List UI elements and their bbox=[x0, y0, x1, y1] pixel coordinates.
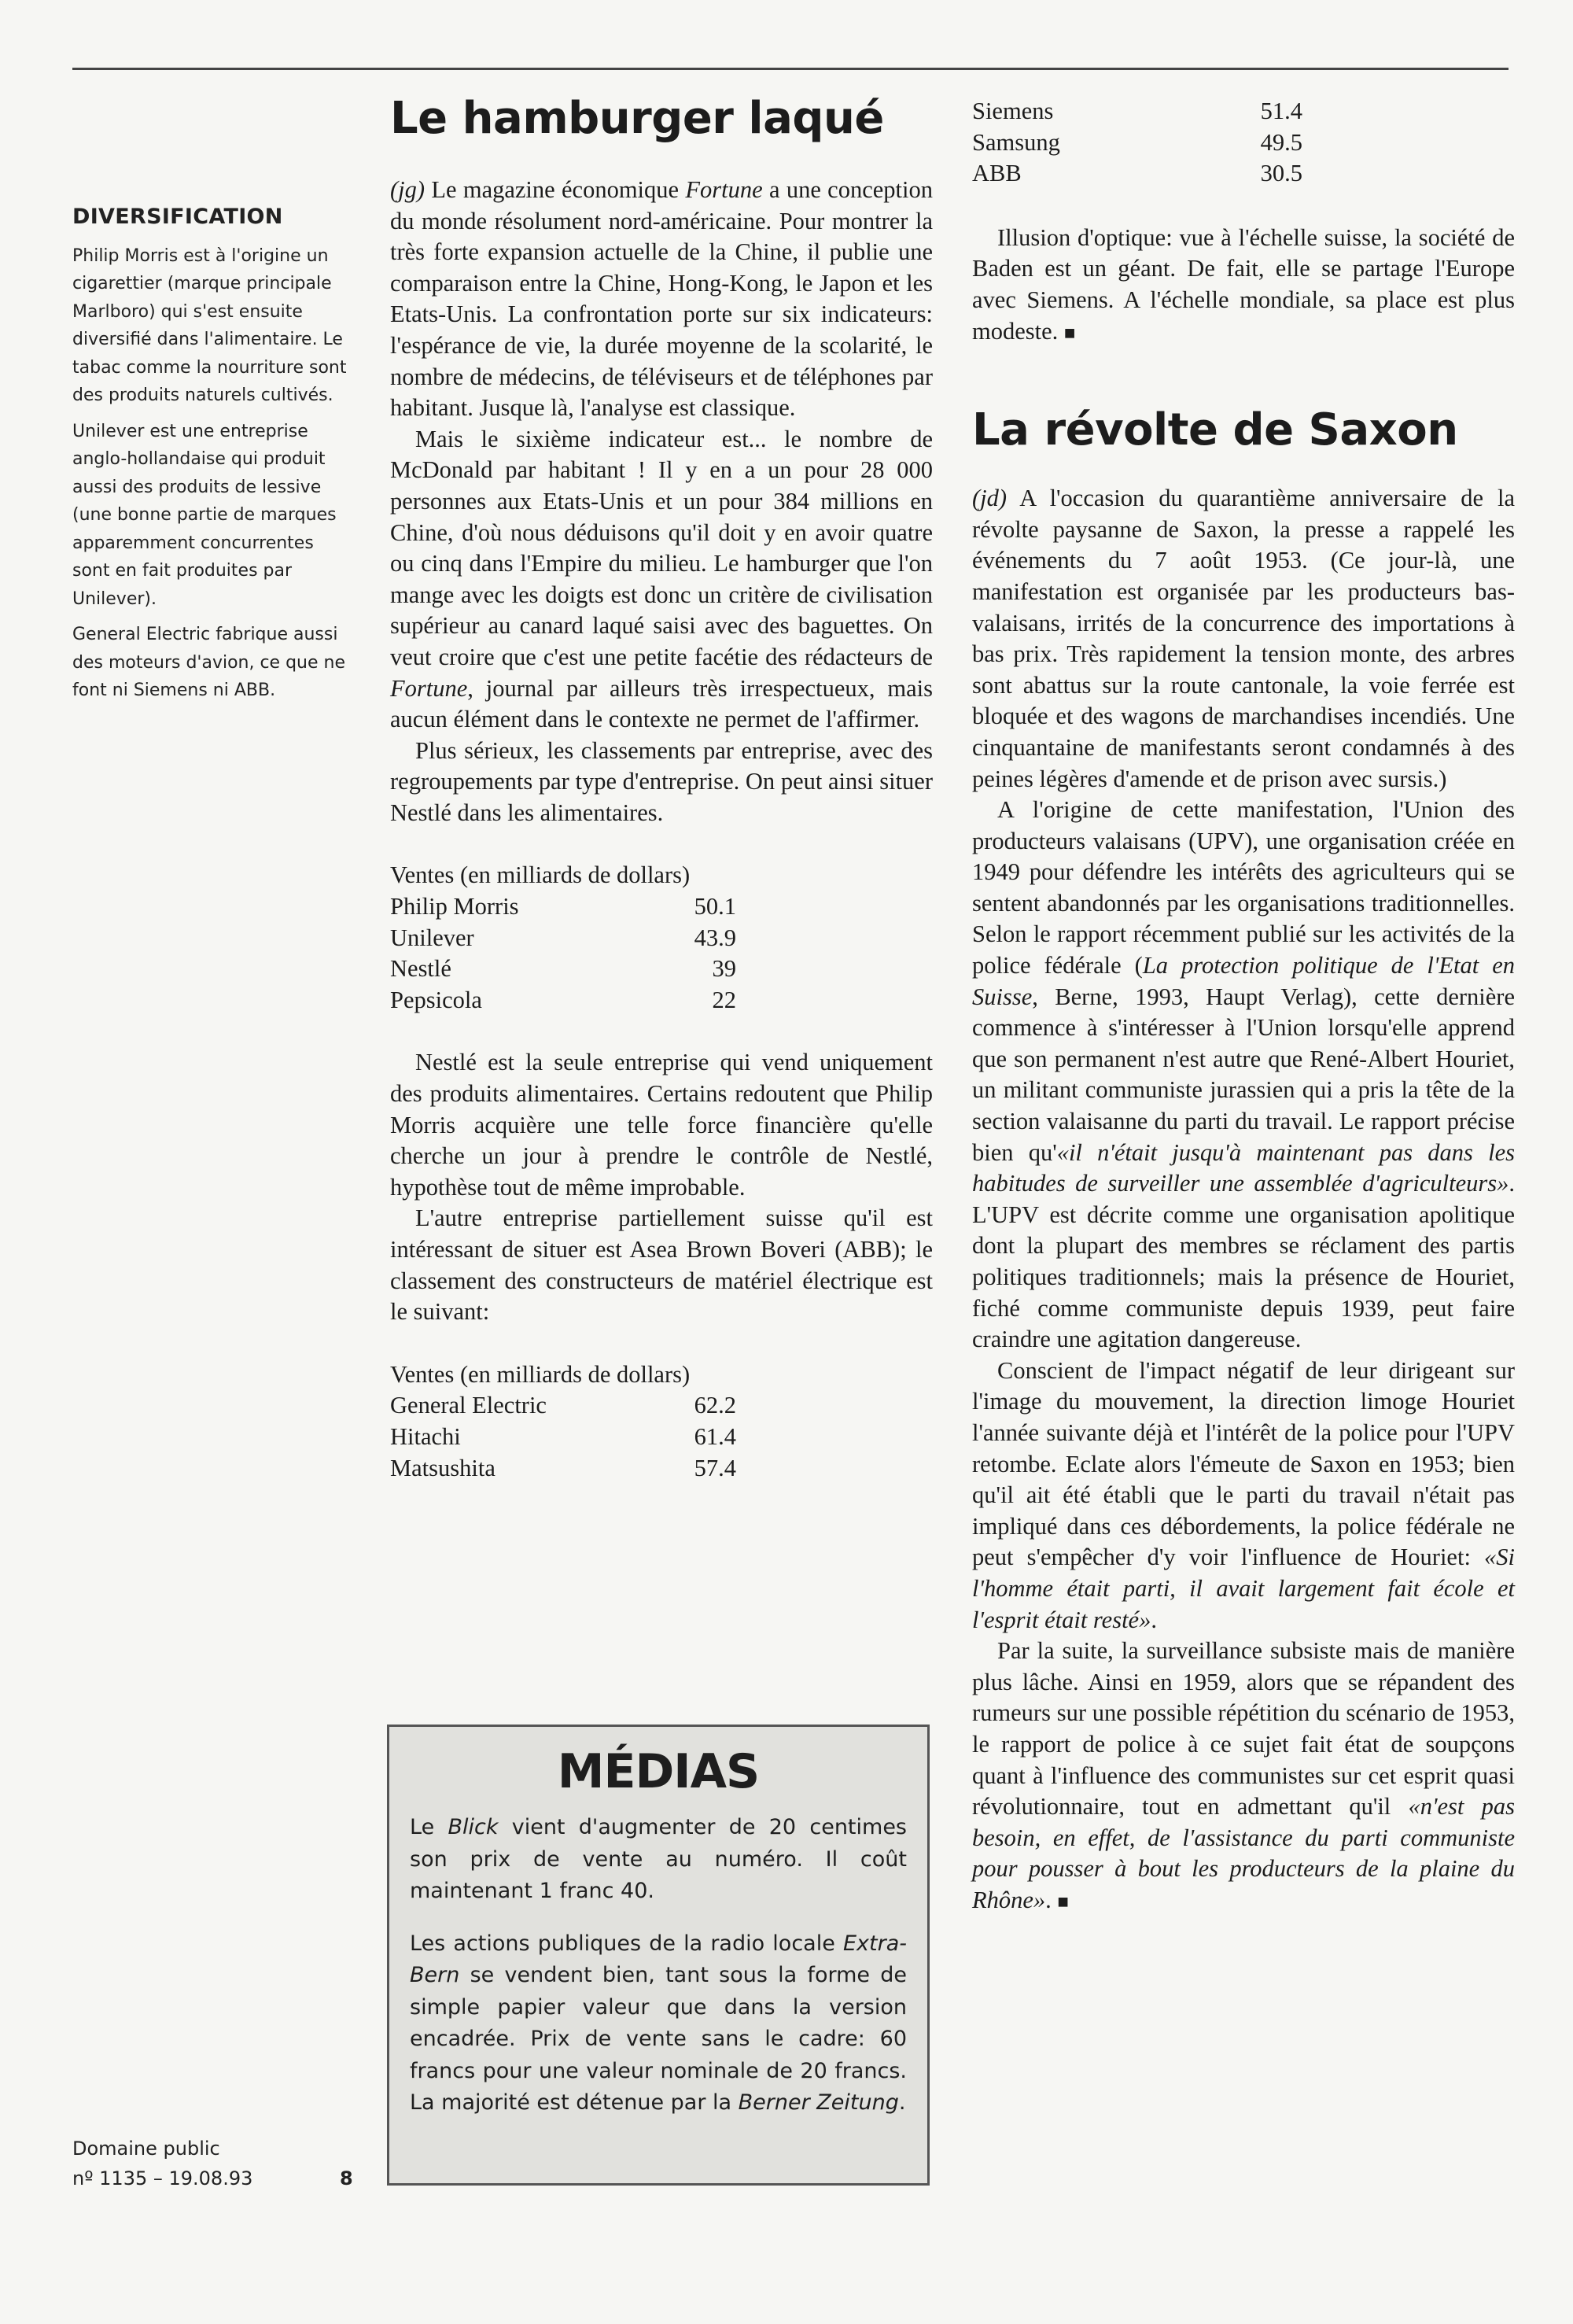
table-row: Nestlé 39 bbox=[390, 955, 736, 983]
table-row: Pepsicola 22 bbox=[390, 986, 736, 1013]
sales-table-electric bbox=[390, 1359, 933, 1484]
article-paragraph: L'autre entreprise partiellement suisse qu'il est intéressant de situer est Asea Brown Boveri (ABB); le classement des constructeurs de matériel électrique est le suivant: bbox=[390, 1204, 933, 1326]
article-paragraph: Mais le sixième indicateur est... le nombre de McDonald par habitant ! Il y en a un pour 28 000 personnes aux Etats-Unis et un pour 384 millions en Chine, d'où nous déduisons qu'il doit y en avoir quatre ou cinq dans l'Empire du milieu. Le hamburger que l'on mange avec les doigts est donc un critère de civilisation supérieur au canard laqué saisi avec des baguettes. On veut croire que c'est une petite facétie des rédacteurs de Fortune, journal par ailleurs très irrespectueux, mais aucun élément dans le contexte ne permet de l'affirmer. bbox=[390, 425, 933, 733]
end-mark: ■ bbox=[1063, 323, 1076, 344]
article-paragraph: Nestlé est la seule entreprise qui vend uniquement des produits alimentaires. Certains redoutent que Philip Morris acquière une telle force financière qu'elle cherche un jour à prendre le contrôle de Nestlé, hypothèse tout de même improbable. bbox=[390, 1049, 933, 1201]
table-row: Samsung 49.5 bbox=[972, 128, 1302, 156]
table-row: Hitachi 61.4 bbox=[390, 1422, 736, 1450]
sidebar-paragraph: Philip Morris est à l'origine un cigarettier (marque principale Marlboro) qui s'est ensuite diversifié dans l'alimentaire. Le tabac comme la nourriture sont des produits naturels cultivés. bbox=[72, 245, 347, 405]
right-column bbox=[972, 96, 1515, 1918]
issue-info: nº 1135 – 19.08.93 bbox=[72, 2167, 253, 2189]
sidebar-paragraph: General Electric fabrique aussi des moteurs d'avion, ce que ne font ni Siemens ni ABB. bbox=[72, 625, 346, 700]
medias-paragraph: Le Blick vient d'augmenter de 20 centimes son prix de vente au numéro. Il coût maintenant 1 franc 40. bbox=[410, 1815, 907, 1903]
table-row: Unilever 43.9 bbox=[390, 924, 736, 951]
sales-table-electric-continued bbox=[972, 96, 1515, 190]
article-title: La révolte de Saxon bbox=[972, 404, 1458, 456]
medias-paragraph: Les actions publiques de la radio locale Extra-Bern se vendent bien, tant sous la forme de simple papier valeur que dans la version encadrée. Prix de vente sans le cadre: 60 francs pour une valeur nominale de 20 francs. La majorité est détenue par la Berner Zeitung. bbox=[410, 1931, 907, 2115]
author-initials: (jd) bbox=[972, 485, 1008, 512]
article-paragraph: A l'origine de cette manifestation, l'Union des producteurs valaisans (UPV), une organisation créée en 1949 pour défendre les intérêts des agriculteurs qui se sentent abandonnés par les organisations traditionnelles. Selon le rapport récemment publié sur les activités de la police fédérale (La protection politique de l'Etat en Suisse, Berne, 1993, Haupt Verlag), cette dernière commence à s'intéresser à l'Union lorsqu'elle apprend que son permanent n'est autre que René-Albert Houriet, un militant communiste jurassien qui a pris la tête de la section valaisanne du parti du travail. Le rapport précise bien qu'«il n'était jusqu'à maintenant pas dans les habitudes de surveiller une assemblée d'agriculteurs». L'UPV est décrite comme une organisation apolitique dont la plupart des membres se réclament des partis politiques traditionnels; mais la présence de Houriet, fiché comme communiste depuis 1939, peut faire craindre une agitation dangereuse. bbox=[972, 796, 1515, 1353]
sidebar-paragraph: Unilever est une entreprise anglo-hollandaise qui produit aussi des produits de lessive (une bonne partie de marques apparemment concurrentes sont en fait produites par Unilever). bbox=[72, 421, 337, 609]
publication-name: Domaine public bbox=[72, 2138, 220, 2160]
article-paragraph: (jg) Le magazine économique Fortune a une conception du monde résolument nord-américaine. Pour montrer la très forte expansion actuelle de la Chine, il publie une comparaison entre la Chine, Hong-Kong, le Japon et les Etats-Unis. La confrontation porte sur six indicateurs: l'espérance de vie, la durée moyenne de la scolarité, le nombre de médecins, de téléviseurs et de téléphones par habitant. Jusque là, l'analyse est classique. bbox=[390, 176, 933, 422]
end-mark: ■ bbox=[1057, 1891, 1069, 1913]
article-paragraph: (jd) A l'occasion du quarantième anniversaire de la révolte paysanne de Saxon, la presse a rappelé les événements du 7 août 1953. (Ce jour-là, une manifestation est organisée par les producteurs bas-valaisans, irrités de la concurrence des importations à bas prix. Très rapidement la tension monte, des arbres sont abattus sur la route cantonale, la voie ferrée est bloquée et des wagons de marchandises incendiés. Une cinquantaine de manifestants seront condamnés à des peines légères d'amende et de prison avec sursis.) bbox=[972, 485, 1515, 792]
table-row: General Electric 62.2 bbox=[390, 1392, 736, 1419]
medias-title: MÉDIAS bbox=[557, 1744, 760, 1799]
top-rule bbox=[72, 68, 1509, 70]
table-row: Siemens 51.4 bbox=[972, 98, 1302, 124]
article-paragraph: Par la suite, la surveillance subsiste mais de manière plus lâche. Ainsi en 1959, alors que se répandent des rumeurs sur une possible répétition du scénario de 1953, le rapport de police à ce sujet fait état de soupçons quant à l'influence des communistes sur cet esprit quasi révolutionnaire, tout en admettant qu'il «n'est pas besoin, en effet, de l'assistance du parti communiste pour pousser à bout les producteurs de la plaine du Rhône». ■ bbox=[972, 1637, 1515, 1913]
sidebar-heading: DIVERSIFICATION bbox=[72, 205, 283, 229]
article-paragraph: Plus sérieux, les classements par entreprise, avec des regroupements par type d'entreprise. On peut ainsi situer Nestlé dans les alimentaires. bbox=[390, 736, 933, 826]
article-paragraph: Conscient de l'impact négatif de leur dirigeant sur l'image du mouvement, la direction limoge Houriet l'année suivante déjà et l'intérêt de la police pour l'UPV retombe. Eclate alors l'émeute de Saxon en 1953; bien qu'il ait été établi que le parti du travail n'était pas impliqué dans ces débordements, la police fédérale ne peut s'empêcher d'y voir l'influence de Houriet: «Si l'homme était parti, il avait largement fait école et l'esprit était resté». bbox=[972, 1356, 1515, 1633]
medias-box bbox=[387, 1725, 930, 2186]
article-title: Le hamburger laqué bbox=[390, 93, 884, 144]
table-row: ABB 30.5 bbox=[972, 160, 1302, 187]
sidebar-note bbox=[72, 203, 349, 713]
table-row: Philip Morris 50.1 bbox=[390, 893, 736, 920]
table-caption: Ventes (en milliards de dollars) bbox=[390, 861, 691, 889]
article-paragraph: Illusion d'optique: vue à l'échelle suisse, la société de Baden est un géant. De fait, elle se partage l'Europe avec Siemens. A l'échelle mondiale, sa place est plus modeste. ■ bbox=[972, 223, 1515, 345]
table-caption: Ventes (en milliards de dollars) bbox=[390, 1360, 691, 1388]
article-hamburger bbox=[390, 93, 933, 1484]
page-number: 8 bbox=[340, 2167, 353, 2189]
sales-table-food bbox=[390, 860, 933, 1016]
table-row: Matsushita 57.4 bbox=[390, 1454, 736, 1481]
author-initials: (jg) bbox=[390, 176, 425, 203]
page-footer bbox=[72, 2134, 355, 2193]
